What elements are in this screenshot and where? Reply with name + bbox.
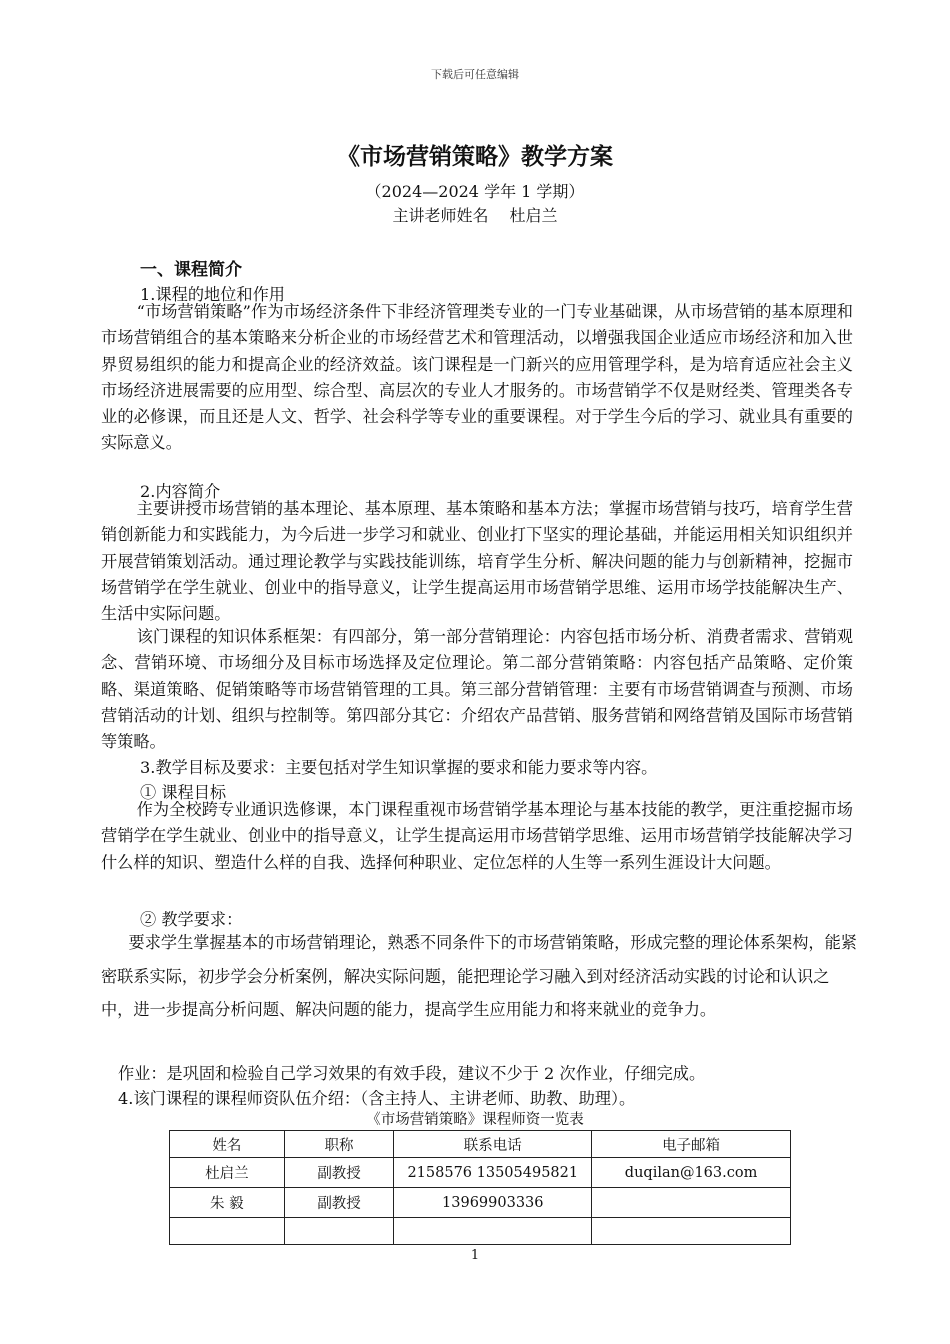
table-cell [284,1218,394,1245]
subsection-heading: 2.内容简介 [140,482,221,501]
table-cell [592,1218,791,1245]
table-row [170,1188,791,1218]
table-cell: 杜启兰 [170,1158,285,1188]
subsection-heading: 1.课程的地位和作用 [140,285,285,304]
homework-note: 作业：是巩固和检验自己学习效果的有效手段，建议不少于 2 次作业，仔细完成。 [118,1064,706,1083]
term-line: （2024—2024 学年 1 学期） [365,182,585,201]
paragraph: 主要讲授市场营销的基本理论、基本原理、基本策略和基本方法；掌握市场营销与技巧，培育学生营销创新能力和实践能力，为今后进一步学习和就业、创业打下坚实的理论基础，并能运用相关知识组织并开展营销策划活动。通过理论教学与实践技能训练，培育学生分析、解决问题的能力与创新精神，挖掘市场营销学在学生就业、创业中的指导意义，让学生提高运用市场营销学思维、运用市场学技能解决生产、生活中实际问题。 [101,499,853,624]
table-cell: 朱 毅 [170,1188,285,1218]
page-number: 1 [470,1248,480,1263]
paragraph: 作为全校跨专业通识选修课，本门课程重视市场营销学基本理论与基本技能的教学，更注重挖掘市场营销学在学生就业、创业中的指导意义，让学生提高运用市场营销学思维、运用市场营销学技能解决学习什么样的知识、塑造什么样的自我、选择何种职业、定位怎样的人生等一系列生涯设计大问题。 [101,800,853,872]
header-note: 下载后可任意编辑 [431,68,519,81]
table-header-cell: 联系电话 [394,1131,592,1158]
requirement-heading: ② 教学要求： [140,910,243,929]
staff-table [169,1130,791,1245]
paragraph: “市场营销策略”作为市场经济条件下非经济管理类专业的一门专业基础课，从市场营销的基本原理和市场营销组合的基本策略来分析企业的市场经营艺术和管理活动，以增强我国企业适应市场经济和加入世界贸易组织的能力和提高企业的经济效益。该门课程是一门新兴的应用管理学科，是为培育适应社会主义市场经济进展需要的应用型、综合型、高层次的专业人才服务的。市场营销学不仅是财经类、管理类各专业的必修课，而且还是人文、哲学、社会科学等专业的重要课程。对于学生今后的学习、就业具有重要的实际意义。 [101,302,853,453]
table-cell: 副教授 [284,1158,394,1188]
paragraph: 要求学生掌握基本的市场营销理论，熟悉不同条件下的市场营销策略，形成完整的理论体系架构，能紧密联系实际，初步学会分析案例，解决实际问题，能把理论学习融入到对经济活动实践的讨论和认识之中，进一步提高分析问题、解决问题的能力，提高学生应用能力和将来就业的竞争力。 [101,933,857,1019]
page-title: 《市场营销策略》教学方案 [337,144,613,170]
goal-heading: ① 课程目标 [140,783,227,802]
table-header-row [170,1131,791,1158]
table-cell: 2158576 13505495821 [394,1158,592,1188]
table-cell [170,1218,285,1245]
subsection-heading: 3.教学目标及要求：主要包括对学生知识掌握的要求和能力要求等内容。 [140,758,658,777]
section-heading: 一、课程简介 [140,260,242,280]
table-cell [394,1218,592,1245]
table-cell: 副教授 [284,1188,394,1218]
table-cell: 13969903336 [394,1188,592,1218]
table-row [170,1158,791,1188]
table-cell [592,1188,791,1218]
table-header-cell: 电子邮箱 [592,1131,791,1158]
table-caption: 《市场营销策略》课程师资一览表 [366,1112,584,1128]
table-cell: duqilan@163.com [592,1158,791,1188]
table-row [170,1218,791,1245]
subsection-heading: 4.该门课程的课程师资队伍介绍：（含主持人、主讲老师、助教、助理）。 [118,1089,636,1108]
table-header-cell: 职称 [284,1131,394,1158]
table-header-cell: 姓名 [170,1131,285,1158]
paragraph: 该门课程的知识体系框架：有四部分，第一部分营销理论：内容包括市场分析、消费者需求、营销观念、营销环境、市场细分及目标市场选择及定位理论。第二部分营销策略：内容包括产品策略、定价策略、渠道策略、促销策略等市场营销管理的工具。第三部分营销管理：主要有市场营销调查与预测、市场营销活动的计划、组织与控制等。第四部分其它：介绍农产品营销、服务营销和网络营销及国际市场营销等策略。 [101,627,853,752]
teacher-line: 主讲老师姓名 杜启兰 [392,206,558,225]
